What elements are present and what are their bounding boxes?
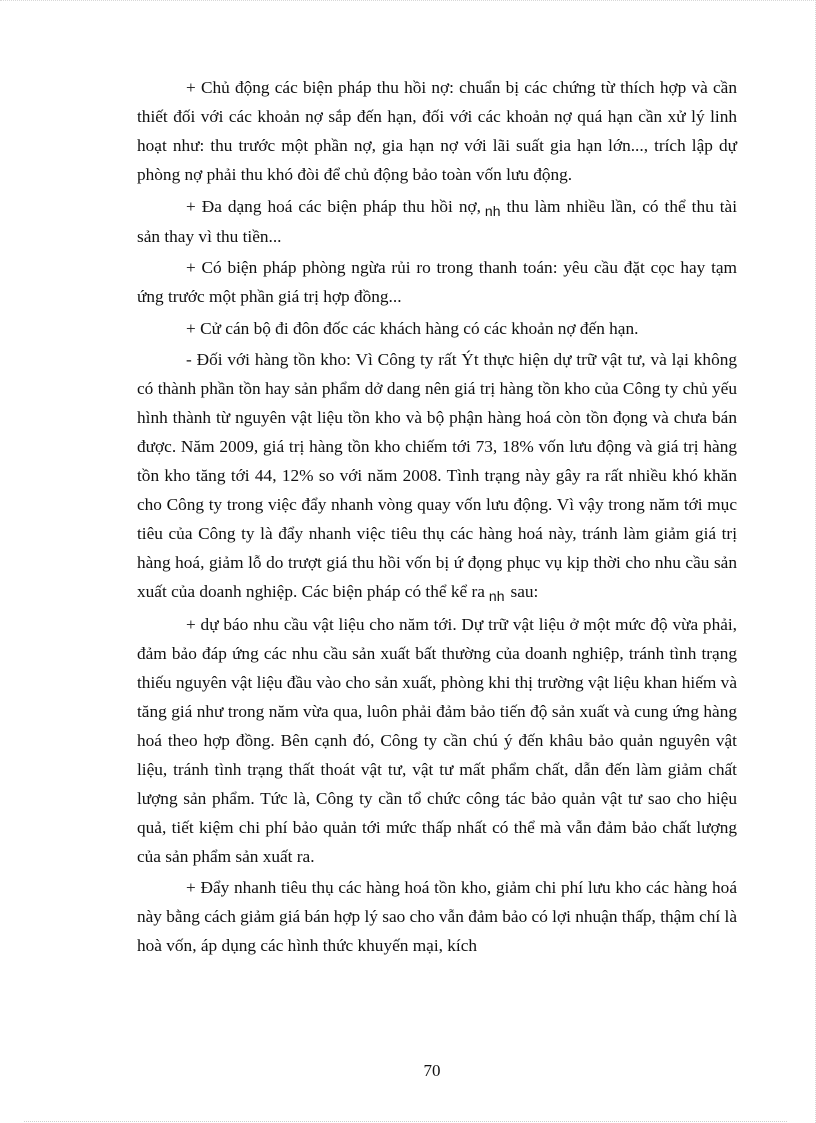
paragraph-text: + Có biện pháp phòng ngừa rủi ro trong thanh toán: yêu cầu đặt cọc hay tạm ứng trước một phần giá trị hợp đồng... <box>137 258 737 306</box>
paragraph-text: + Chủ động các biện pháp thu hồi nợ: chuẩn bị các chứng từ thích hợp và cần thiết đối với các khoản nợ sắp đến hạn, đối với các khoản nợ quá hạn cần xử lý linh hoạt như: thu trước một phần nợ, gia hạn nợ với lãi suất gia hạn lớn..., trích lập dự phòng nợ phải thu khó đòi để chủ động bảo toàn vốn lưu động. <box>137 78 737 184</box>
paragraph-text: sau: <box>510 582 539 601</box>
body-paragraph <box>137 610 737 871</box>
body-paragraph <box>137 873 737 960</box>
subscript-fragment: nh <box>488 588 505 604</box>
paragraph-text: - Đối với hàng tồn kho: Vì Công ty rất Ýt thực hiện dự trữ vật tư, và lại không có thành phần tồn hay sản phẩm dở dang nên giá trị hàng tồn kho của Công ty chủ yếu hình thành từ nguyên vật liệu tồn kho và bộ phận hàng hoá còn tồn đọng và chưa bán được. Năm 2009, giá trị hàng tồn kho chiếm tới 73, 18% vốn lưu động và giá trị hàng tồn kho tăng tới 44, 12% so với năm 2008. Tình trạng này gây ra rất nhiều khó khăn cho Công ty trong việc đẩy nhanh vòng quay vốn lưu động. Vì vậy trong năm tới mục tiêu của Công ty là đẩy nhanh việc tiêu thụ các hàng hoá này, tránh làm giảm giá trị hàng hoá, giảm lỗ do trượt giá thu hồi vốn bị ứ đọng phục vụ kịp thời cho nhu cầu sản xuất của doanh nghiệp. Các biện pháp có thể kể ra <box>137 350 737 601</box>
page-number: 70 <box>423 1061 441 1080</box>
page-body <box>137 73 737 963</box>
paragraph-text: + Đa dạng hoá các biện pháp thu hồi nợ, <box>186 196 481 216</box>
paragraph-text: + Cử cán bộ đi đôn đốc các khách hàng có các khoản nợ đến hạn. <box>186 318 639 338</box>
body-paragraph <box>137 253 737 311</box>
footer-divider <box>24 1121 787 1122</box>
subscript-fragment: nh <box>484 202 501 219</box>
body-paragraph <box>137 314 737 343</box>
paragraph-text: thu làm nhiều lần, có thể thu tài sản thay vì thu tiền... <box>137 196 737 246</box>
body-paragraph <box>137 73 737 189</box>
body-paragraph <box>137 192 737 251</box>
paragraph-text: + dự báo nhu cầu vật liệu cho năm tới. Dự trữ vật liệu ở một mức độ vừa phải, đảm bảo đáp ứng các nhu cầu sản xuất bất thường của doanh nghiệp, tránh tình trạng thiếu nguyên vật liệu đầu vào cho sản xuất, phòng khi thị trường vật liệu khan hiếm và tăng giá như trong năm vừa qua, luôn phải đảm bảo tiến độ sản xuất và cung ứng hàng hoá theo hợp đồng. Bên cạnh đó, Công ty cần chú ý đến khâu bảo quản nguyên vật liệu, tránh tình trạng thất thoát vật tư, vật tư mất phẩm chất, dẫn đến làm giảm chất lượng sản phẩm. Tức là, Công ty cần tổ chức công tác bảo quản vật tư sao cho hiệu quả, tiết kiệm chi phí bảo quản tới mức thấp nhất có thể mà vẫn đảm bảo chất lượng của sản phẩm sản xuất ra. <box>137 614 737 866</box>
paragraph-text: + Đẩy nhanh tiêu thụ các hàng hoá tồn kho, giảm chi phí lưu kho các hàng hoá này bằng cách giảm giá bán hợp lý sao cho vẫn đảm bảo có lợi nhuận thấp, thậm chí là hoà vốn, áp dụng các hình thức khuyến mại, kích <box>137 878 737 955</box>
body-paragraph <box>137 345 737 607</box>
